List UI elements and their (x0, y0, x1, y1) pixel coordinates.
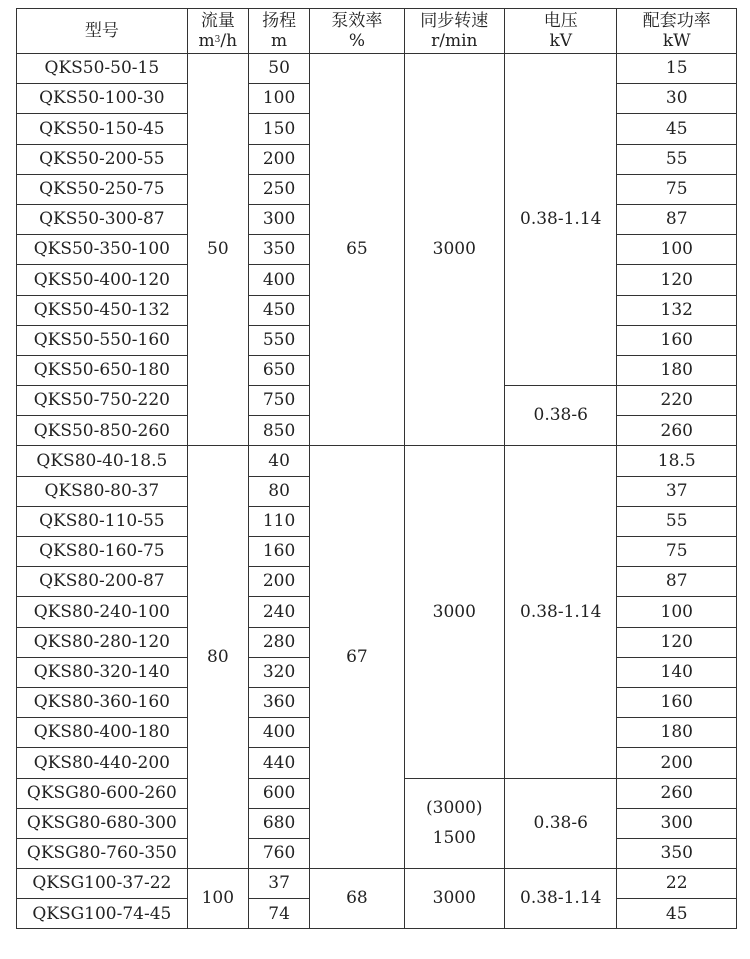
head-cell: 400 (248, 265, 309, 295)
model-cell: QKS50-250-75 (17, 174, 188, 204)
head-cell: 360 (248, 687, 309, 717)
table-row (17, 869, 737, 899)
table-row (17, 54, 737, 84)
model-cell: QKS50-450-132 (17, 295, 188, 325)
head-cell: 850 (248, 416, 309, 446)
model-cell: QKS50-650-180 (17, 355, 188, 385)
header-voltage: 电压 kV (505, 9, 617, 54)
power-cell: 100 (617, 597, 737, 627)
model-cell: QKS50-850-260 (17, 416, 188, 446)
model-cell: QKS50-50-15 (17, 54, 188, 84)
head-cell: 240 (248, 597, 309, 627)
flow-cell: 50 (187, 54, 248, 446)
power-cell: 160 (617, 687, 737, 717)
head-cell: 250 (248, 174, 309, 204)
head-cell: 37 (248, 869, 309, 899)
model-cell: QKS80-360-160 (17, 687, 188, 717)
voltage-cell: 0.38-6 (505, 386, 617, 446)
power-cell: 55 (617, 144, 737, 174)
model-cell: QKSG80-760-350 (17, 838, 188, 868)
header-model: 型号 (17, 9, 188, 54)
speed-cell: 3000 (404, 446, 504, 778)
power-cell: 87 (617, 204, 737, 234)
header-head: 扬程 m (248, 9, 309, 54)
power-cell: 220 (617, 386, 737, 416)
model-cell: QKS80-240-100 (17, 597, 188, 627)
flow-cell: 80 (187, 446, 248, 869)
speed-cell: 3000 (404, 869, 504, 929)
head-cell: 760 (248, 838, 309, 868)
efficiency-cell: 68 (310, 869, 404, 929)
head-cell: 150 (248, 114, 309, 144)
power-cell: 120 (617, 627, 737, 657)
head-cell: 400 (248, 718, 309, 748)
head-cell: 320 (248, 657, 309, 687)
power-cell: 45 (617, 114, 737, 144)
model-cell: QKS50-150-45 (17, 114, 188, 144)
head-cell: 80 (248, 476, 309, 506)
power-cell: 200 (617, 748, 737, 778)
power-cell: 260 (617, 778, 737, 808)
power-cell: 75 (617, 174, 737, 204)
model-cell: QKSG80-680-300 (17, 808, 188, 838)
power-cell: 30 (617, 84, 737, 114)
model-cell: QKS50-400-120 (17, 265, 188, 295)
speed-cell: (3000) 1500 (404, 778, 504, 869)
power-cell: 18.5 (617, 446, 737, 476)
table-row (17, 446, 737, 476)
power-cell: 87 (617, 567, 737, 597)
power-cell: 160 (617, 325, 737, 355)
power-cell: 300 (617, 808, 737, 838)
model-cell: QKS50-750-220 (17, 386, 188, 416)
power-cell: 75 (617, 537, 737, 567)
efficiency-cell: 67 (310, 446, 404, 869)
model-cell: QKSG100-74-45 (17, 899, 188, 929)
power-cell: 350 (617, 838, 737, 868)
model-cell: QKS50-300-87 (17, 204, 188, 234)
power-cell: 132 (617, 295, 737, 325)
head-cell: 200 (248, 144, 309, 174)
model-cell: QKS80-160-75 (17, 537, 188, 567)
power-cell: 180 (617, 718, 737, 748)
model-cell: QKS80-280-120 (17, 627, 188, 657)
voltage-cell: 0.38-1.14 (505, 869, 617, 929)
model-cell: QKS50-350-100 (17, 235, 188, 265)
model-cell: QKS80-80-37 (17, 476, 188, 506)
voltage-cell: 0.38-6 (505, 778, 617, 869)
model-cell: QKSG100-37-22 (17, 869, 188, 899)
power-cell: 180 (617, 355, 737, 385)
head-cell: 40 (248, 446, 309, 476)
model-cell: QKSG80-600-260 (17, 778, 188, 808)
head-cell: 350 (248, 235, 309, 265)
head-cell: 50 (248, 54, 309, 84)
head-cell: 100 (248, 84, 309, 114)
head-cell: 450 (248, 295, 309, 325)
header-efficiency: 泵效率 % (310, 9, 404, 54)
head-cell: 160 (248, 537, 309, 567)
model-cell: QKS50-200-55 (17, 144, 188, 174)
power-cell: 55 (617, 506, 737, 536)
power-cell: 140 (617, 657, 737, 687)
model-cell: QKS50-550-160 (17, 325, 188, 355)
power-cell: 37 (617, 476, 737, 506)
power-cell: 100 (617, 235, 737, 265)
power-cell: 260 (617, 416, 737, 446)
model-cell: QKS80-40-18.5 (17, 446, 188, 476)
head-cell: 74 (248, 899, 309, 929)
model-cell: QKS80-110-55 (17, 506, 188, 536)
model-cell: QKS80-320-140 (17, 657, 188, 687)
power-cell: 45 (617, 899, 737, 929)
flow-cell: 100 (187, 869, 248, 929)
head-cell: 300 (248, 204, 309, 234)
header-flow: 流量 $m^3/h$ (187, 9, 248, 54)
head-cell: 200 (248, 567, 309, 597)
speed-cell: 3000 (404, 54, 504, 446)
power-cell: 120 (617, 265, 737, 295)
head-cell: 440 (248, 748, 309, 778)
model-cell: QKS80-440-200 (17, 748, 188, 778)
efficiency-cell: 65 (310, 54, 404, 446)
power-cell: 22 (617, 869, 737, 899)
voltage-cell: 0.38-1.14 (505, 54, 617, 386)
header-power: 配套功率 kW (617, 9, 737, 54)
head-cell: 650 (248, 355, 309, 385)
voltage-cell: 0.38-1.14 (505, 446, 617, 778)
head-cell: 600 (248, 778, 309, 808)
power-cell: 15 (617, 54, 737, 84)
pump-spec-table (16, 8, 737, 929)
model-cell: QKS80-200-87 (17, 567, 188, 597)
model-cell: QKS80-400-180 (17, 718, 188, 748)
head-cell: 110 (248, 506, 309, 536)
head-cell: 550 (248, 325, 309, 355)
header-speed: 同步转速 r/min (404, 9, 504, 54)
model-cell: QKS50-100-30 (17, 84, 188, 114)
head-cell: 750 (248, 386, 309, 416)
header-row (17, 9, 737, 54)
head-cell: 280 (248, 627, 309, 657)
head-cell: 680 (248, 808, 309, 838)
